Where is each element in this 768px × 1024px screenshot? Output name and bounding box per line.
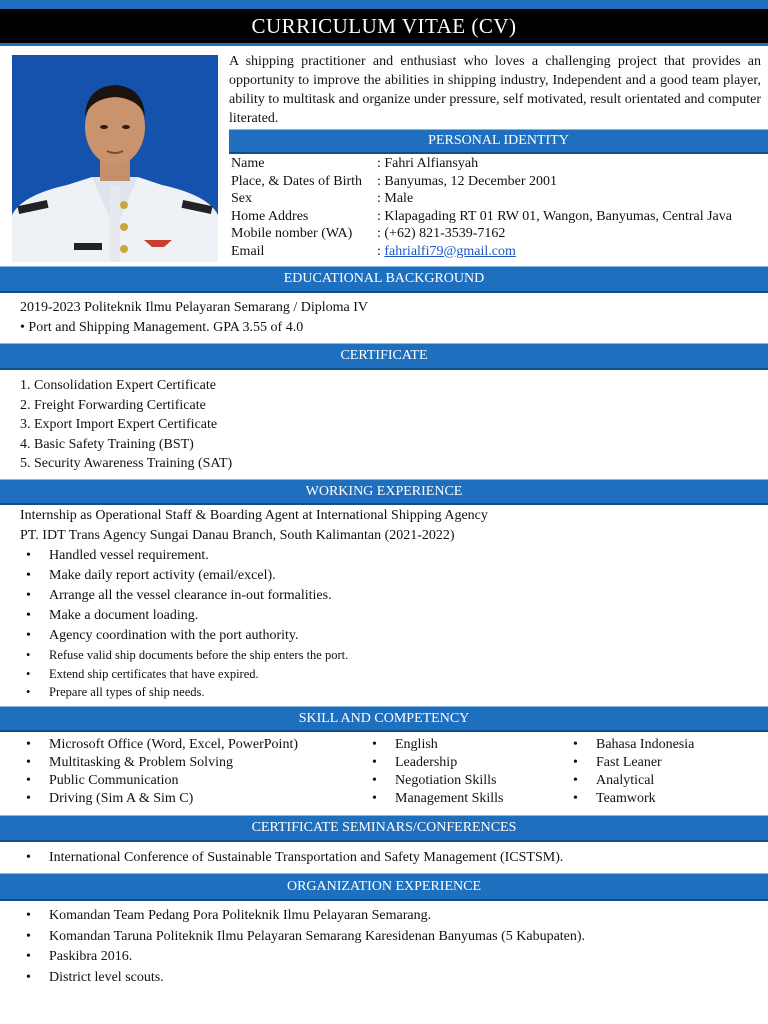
skill-item: • English — [366, 736, 566, 754]
title-underline — [0, 43, 768, 46]
education-line: 2019-2023 Politeknik Ilmu Pelayaran Semarang / Diploma IV — [20, 300, 368, 315]
working-line: Internship as Operational Staff & Boarding Agent at International Shipping Agency — [20, 508, 488, 523]
list-item: • International Conference of Sustainable Transportation and Safety Management (ICSTSM). — [20, 848, 760, 867]
list-item: • Handled vessel requirement. — [20, 546, 760, 566]
portrait-illustration — [12, 55, 218, 262]
skill-item: • Bahasa Indonesia — [567, 736, 757, 754]
identity-label: Home Addres — [231, 208, 309, 224]
skill-item: • Fast Leaner — [567, 754, 757, 772]
skills-column — [567, 736, 757, 808]
identity-value — [377, 243, 761, 261]
top-accent-strip — [0, 0, 768, 9]
section-title: SKILL AND COMPETENCY — [298, 711, 470, 726]
skill-item: • Leadership — [366, 754, 566, 772]
profile-photo — [12, 55, 218, 262]
skill-item: • Management Skills — [366, 790, 566, 808]
identity-value: : Banyumas, 12 December 2001 — [377, 173, 558, 189]
identity-value: : Klapagading RT 01 RW 01, Wangon, Banyumas, Central Java — [377, 208, 732, 224]
skill-item: • Analytical — [567, 772, 757, 790]
skills-column — [20, 736, 370, 808]
list-item: • Paskibra 2016. — [20, 947, 760, 968]
section-title: CERTIFICATE SEMINARS/CONFERENCES — [251, 820, 517, 835]
identity-label: Name — [231, 156, 265, 171]
working-header — [20, 506, 760, 546]
skill-item: • Driving (Sim A & Sim C) — [20, 790, 370, 808]
section-certificate — [0, 343, 768, 370]
skill-item: • Public Communication — [20, 772, 370, 790]
list-item: 2. Freight Forwarding Certificate — [20, 397, 206, 413]
identity-value: : (+62) 821-3539-7162 — [377, 226, 506, 241]
list-item: • Komandan Taruna Politeknik Ilmu Pelayaran Semarang Karesidenan Banyumas (5 Kabupaten). — [20, 927, 760, 948]
section-title: WORKING EXPERIENCE — [305, 484, 463, 499]
list-item: 3. Export Import Expert Certificate — [20, 417, 218, 432]
skills-column — [366, 736, 566, 808]
section-education — [0, 266, 768, 293]
cv-title: CURRICULUM VITAE (CV) — [0, 9, 768, 43]
list-item: 5. Security Awareness Training (SAT) — [20, 456, 233, 471]
education-line: • Port and Shipping Management. GPA 3.55 of 4.0 — [20, 320, 304, 335]
section-skill-competency — [0, 706, 768, 732]
section-organization — [0, 873, 768, 901]
organization-list — [20, 906, 760, 988]
list-item: • Agency coordination with the port authority. — [20, 626, 760, 646]
identity-label: Sex — [231, 191, 252, 206]
professional-summary: A shipping practitioner and enthusiast who loves a challenging project that provides an opportunity to improve the abilities in shipping industry, Independent and a good team player, ability to multitask and organize under pressure, self motivated, result orientated and computer literated. — [229, 54, 761, 126]
list-item: • Komandan Team Pedang Pora Politeknik Ilmu Pelayaran Semarang. — [20, 906, 760, 927]
list-item: • Extend ship certificates that have expired. — [20, 665, 760, 684]
education-content — [20, 298, 760, 338]
skill-item: • Negotiation Skills — [366, 772, 566, 790]
list-item: 1. Consolidation Expert Certificate — [20, 378, 216, 393]
identity-row-name — [231, 155, 761, 173]
certificate-list — [20, 376, 760, 474]
email-link[interactable]: fahrialfi79@gmail.com — [384, 243, 516, 259]
identity-label: Email — [231, 243, 265, 259]
identity-row-birth — [231, 173, 761, 191]
personal-identity-table — [231, 155, 761, 260]
list-item: • District level scouts. — [20, 968, 760, 989]
list-item: • Make daily report activity (email/excel). — [20, 566, 760, 586]
section-seminars — [0, 815, 768, 842]
section-title: EDUCATIONAL BACKGROUND — [283, 271, 485, 286]
identity-label: Place, & Dates of Birth — [231, 173, 363, 189]
section-working-experience — [0, 479, 768, 505]
identity-value: : Male — [377, 191, 414, 206]
section-title: CERTIFICATE — [340, 348, 428, 363]
list-item: • Make a document loading. — [20, 606, 760, 626]
skill-item: • Microsoft Office (Word, Excel, PowerPoint) — [20, 736, 370, 754]
identity-row-address — [231, 208, 761, 226]
list-item: • Arrange all the vessel clearance in-out formalities. — [20, 586, 760, 606]
section-title: PERSONAL IDENTITY — [428, 133, 569, 148]
section-title: ORGANIZATION EXPERIENCE — [286, 879, 482, 894]
identity-row-email — [231, 243, 761, 261]
identity-value: : Fahri Alfiansyah — [377, 156, 479, 171]
working-duties — [20, 546, 760, 702]
seminar-list — [20, 848, 760, 867]
list-item: 4. Basic Safety Training (BST) — [20, 436, 194, 452]
list-item: • Prepare all types of ship needs. — [20, 683, 760, 702]
identity-row-mobile — [231, 225, 761, 243]
skill-item: • Teamwork — [567, 790, 757, 808]
skill-item: • Multitasking & Problem Solving — [20, 754, 370, 772]
identity-row-sex — [231, 190, 761, 208]
section-personal-identity — [229, 129, 768, 154]
email-prefix: : — [377, 243, 385, 259]
list-item: • Refuse valid ship documents before the ship enters the port. — [20, 646, 760, 665]
working-line: PT. IDT Trans Agency Sungai Danau Branch, South Kalimantan (2021-2022) — [20, 528, 455, 543]
identity-label: Mobile nomber (WA) — [231, 226, 353, 241]
